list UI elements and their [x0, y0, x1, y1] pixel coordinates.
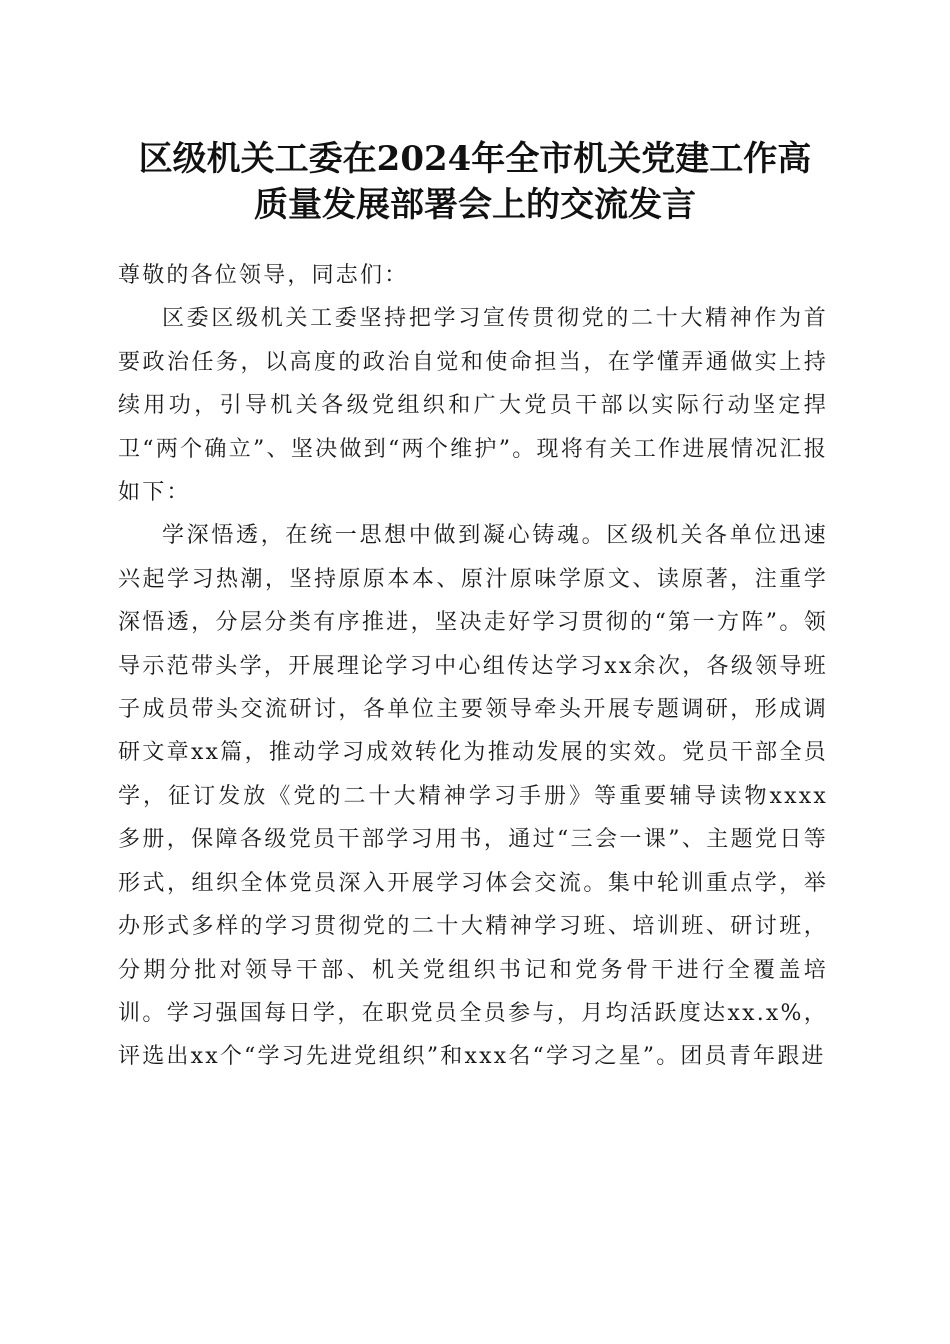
- document-title: [110, 136, 840, 228]
- title-line-1: 区级机关工委在2024年全市机关党建工作高: [138, 139, 812, 179]
- title-line-2: 质量发展部署会上的交流发言: [254, 185, 696, 225]
- salutation: 尊敬的各位领导，同志们：: [118, 263, 409, 288]
- paragraph-intro: 区委区级机关工委坚持把学习宣传贯彻党的二十大精神作为首要政治任务，以高度的政治自觉和使命担当，在学懂弄通做实上持续用功，引导机关各级党组织和广大党员干部以实际行动坚定捍卫“两个确立”、坚决做到“两个维护”。现将有关工作进展情况汇报如下：: [118, 306, 828, 506]
- paragraph-study: 学深悟透，在统一思想中做到凝心铸魂。区级机关各单位迅速兴起学习热潮，坚持原原本本、原汁原味学原文、读原著，注重学深悟透，分层分类有序推进，坚决走好学习贯彻的“第一方阵”。领导示范带头学，开展理论学习中心组传达学习xx余次，各级领导班子成员带头交流研讨，各单位主要领导牵头开展专题调研，形成调研文章xx篇，推动学习成效转化为推动发展的实效。党员干部全员学，征订发放《党的二十大精神学习手册》等重要辅导读物xxxx多册，保障各级党员干部学习用书，通过“三会一课”、主题党日等形式，组织全体党员深入开展学习体会交流。集中轮训重点学，举办形式多样的学习贯彻党的二十大精神学习班、培训班、研讨班，分期分批对领导干部、机关党组织书记和党务骨干进行全覆盖培训。学习强国每日学，在职党员全员参与，月均活跃度达xx.x%，评选出xx个“学习先进党组织”和xxx名“学习之星”。团员青年跟进: [118, 523, 828, 1070]
- document-body: [118, 254, 828, 1079]
